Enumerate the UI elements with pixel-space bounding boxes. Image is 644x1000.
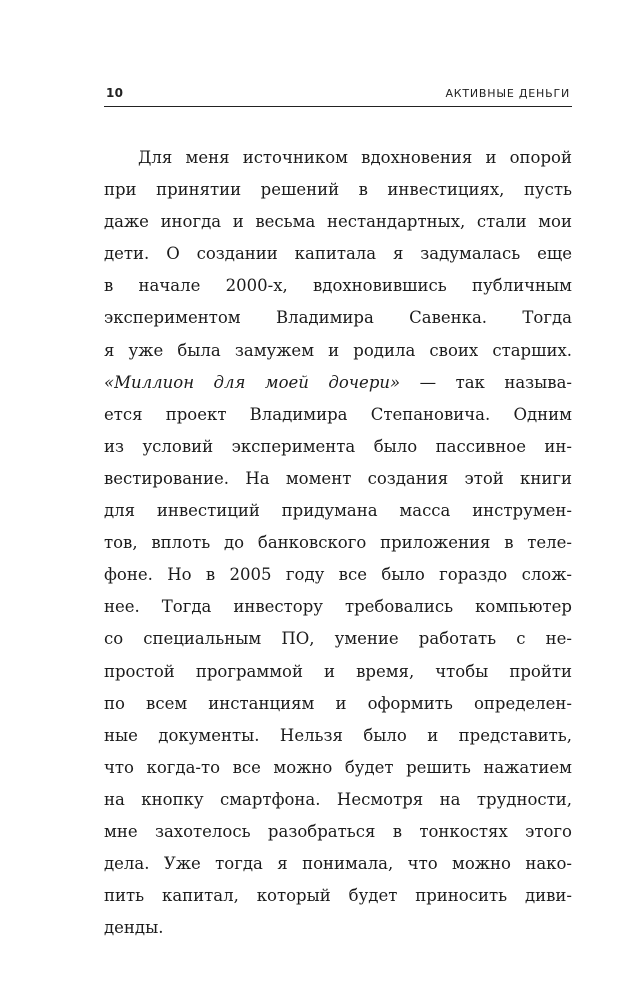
text-line-with-title <box>104 367 572 399</box>
text-line: фоне. Но в 2005 году все было гораздо слож- <box>104 565 572 585</box>
text-line: Для меня источником вдохновения и опорой <box>138 148 572 167</box>
text-line: в начале 2000-х, вдохновившись публичным <box>104 276 572 296</box>
running-title: АКТИВНЫЕ ДЕНЬГИ <box>445 87 570 100</box>
text-line: нее. Тогда инвестору требовались компьютер <box>104 597 572 617</box>
text-line: из условий эксперимента было пассивное ин- <box>104 436 572 456</box>
text-line-rest: — так называ- <box>419 372 573 392</box>
text-line: пить капитал, который будет приносить диви- <box>104 886 572 906</box>
text-line: простой программой и время, чтобы пройти <box>104 661 572 681</box>
text-line: даже иногда и весьма нестандартных, стали мои <box>104 212 572 232</box>
project-title: «Миллион для моей дочери» <box>104 372 401 392</box>
text-line: ные документы. Нельзя было и представить, <box>104 725 572 745</box>
text-line: на кнопку смартфона. Несмотря на трудности, <box>104 789 572 809</box>
text-line: тов, вплоть до банковского приложения в теле- <box>104 533 572 553</box>
text-line: при принятии решений в инвестициях, пусть <box>104 180 572 200</box>
text-line: для инвестиций придумана масса инструмен- <box>104 501 572 521</box>
text-line: я уже была замужем и родила своих старших. <box>104 340 572 360</box>
text-line: дети. О создании капитала я задумалась еще <box>104 244 572 264</box>
text-line: со специальным ПО, умение работать с не- <box>104 629 572 649</box>
text-line: по всем инстанциям и оформить определен- <box>104 693 572 713</box>
text-line: что когда-то все можно будет решить нажатием <box>104 757 572 777</box>
text-line-last: денды. <box>104 918 164 938</box>
running-header <box>104 86 572 107</box>
text-line: мне захотелось разобраться в тонкостях этого <box>104 821 572 841</box>
text-line: ется проект Владимира Степановича. Одним <box>104 404 572 424</box>
body-paragraph <box>104 142 572 944</box>
text-line: экспериментом Владимира Савенка. Тогда <box>104 308 572 328</box>
page-number: 10 <box>106 86 124 100</box>
text-line: дела. Уже тогда я понимала, что можно нако- <box>104 854 572 874</box>
text-line: вестирование. На момент создания этой книги <box>104 468 572 488</box>
